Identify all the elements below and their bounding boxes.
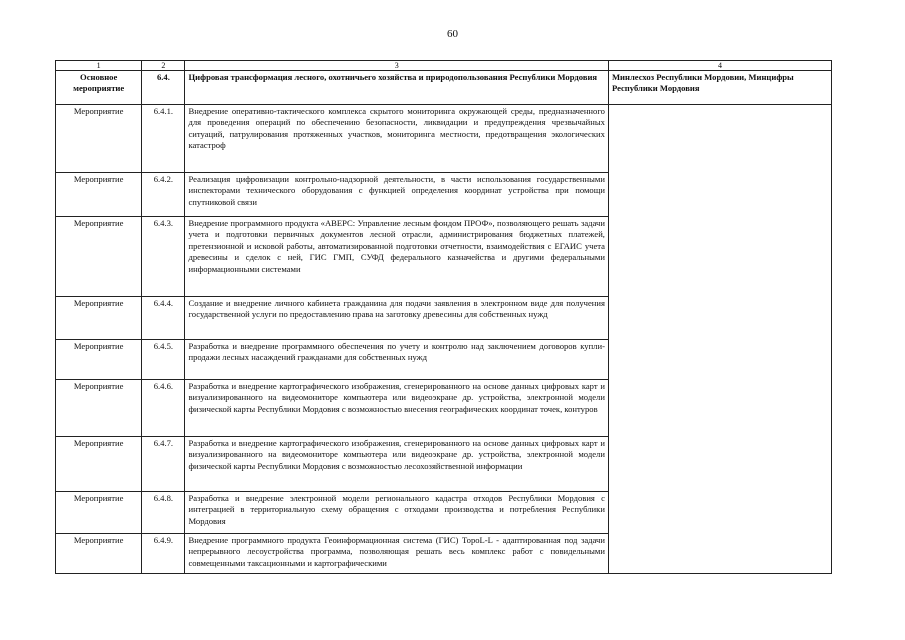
row-text: Создание и внедрение личного кабинета гражданина для подачи заявления в электронном виде для получения государственной услуги по предоставлению права на заготовку древесины для собственных нужд xyxy=(185,297,608,340)
page-number: 60 xyxy=(447,28,458,40)
row-text: Внедрение оперативно-тактического комплекса скрытого мониторинга окружающей среды, предназначенного для проведения операций по обеспечению безопасности, ликвидации и предупреждения чрезвычайных ситуаций, патрулирования протяженных участков, мониторинга местности, предотвращения экологических катастроф xyxy=(185,105,608,173)
row-type: Мероприятие xyxy=(56,297,142,340)
row-number: 6.4.7. xyxy=(142,437,185,492)
measures-table xyxy=(55,60,832,574)
responsible-cell xyxy=(608,105,831,574)
row-type: Мероприятие xyxy=(56,105,142,173)
row-number: 6.4.4. xyxy=(142,297,185,340)
row-number: 6.4.5. xyxy=(142,340,185,380)
col-4-header: 4 xyxy=(608,61,831,71)
row-type: Мероприятие xyxy=(56,173,142,217)
section-number: 6.4. xyxy=(142,71,185,105)
row-type: Мероприятие xyxy=(56,217,142,297)
section-row xyxy=(56,71,832,105)
row-text: Реализация цифровизации контрольно-надзорной деятельности, в части использования государственными инспекторами технического оборудования с функцией определения координат устройства при помощи спутниковой связи xyxy=(185,173,608,217)
table-row xyxy=(56,105,832,173)
row-text: Внедрение программного продукта «АВЕРС: Управление лесным фондом ПРОФ», позволяющего решать задачи учета и подготовки первичных документов лесной отрасли, администрирования бюджетных платежей, претензионной и исковой работы, автоматизированной подготовки отчетности, взаимодействия с ЕГАИС учета древесины и сделок с ней, ГИС ГМП, СУФД федерального казначейства и другими федеральными информационными системами xyxy=(185,217,608,297)
col-1-header: 1 xyxy=(56,61,142,71)
row-number: 6.4.6. xyxy=(142,380,185,437)
section-title: Цифровая трансформация лесного, охотничьего хозяйства и природопользования Республики Мордовия xyxy=(185,71,608,105)
row-number: 6.4.9. xyxy=(142,534,185,574)
row-type: Мероприятие xyxy=(56,340,142,380)
header-row xyxy=(56,61,832,71)
row-number: 6.4.3. xyxy=(142,217,185,297)
row-text: Разработка и внедрение картографического изображения, сгенерированного на основе данных цифровых карт и визуализированного на видеомониторе компьютера или видеоэкране др. устройства, электронной модели физической карты Республики Мордовия с возможностью внесения географических координат точек, контуров xyxy=(185,380,608,437)
row-type: Мероприятие xyxy=(56,534,142,574)
row-text: Разработка и внедрение электронной модели регионального кадастра отходов Республики Мордовия с интеграцией в территориальную схему обращения с отходами производства и потребления Республики Мордовия xyxy=(185,492,608,534)
row-number: 6.4.8. xyxy=(142,492,185,534)
row-type: Мероприятие xyxy=(56,492,142,534)
row-text: Разработка и внедрение картографического изображения, сгенерированного на основе данных цифровых карт и визуализированного на видеомониторе компьютера или видеоэкране др. устройства, электронной модели физической карты Республики Мордовия с возможностью лесохозяйственной информации xyxy=(185,437,608,492)
row-number: 6.4.2. xyxy=(142,173,185,217)
col-3-header: 3 xyxy=(185,61,608,71)
row-text: Внедрение программного продукта Геоинформационная система (ГИС) TopoL-L - адаптированная под задачи непрерывного лесоустройства программа, позволяющая решать весь комплекс работ с повидельными совмещенными таксационными и картографическими xyxy=(185,534,608,574)
row-type: Мероприятие xyxy=(56,437,142,492)
section-responsible: Минлесхоз Республики Мордовии, Минцифры Республики Мордовия xyxy=(608,71,831,105)
section-type: Основное мероприятие xyxy=(56,71,142,105)
row-text: Разработка и внедрение программного обеспечения по учету и контролю над заключением договоров купли-продажи лесных насаждений гражданами для собственных нужд xyxy=(185,340,608,380)
row-type: Мероприятие xyxy=(56,380,142,437)
col-2-header: 2 xyxy=(142,61,185,71)
row-number: 6.4.1. xyxy=(142,105,185,173)
